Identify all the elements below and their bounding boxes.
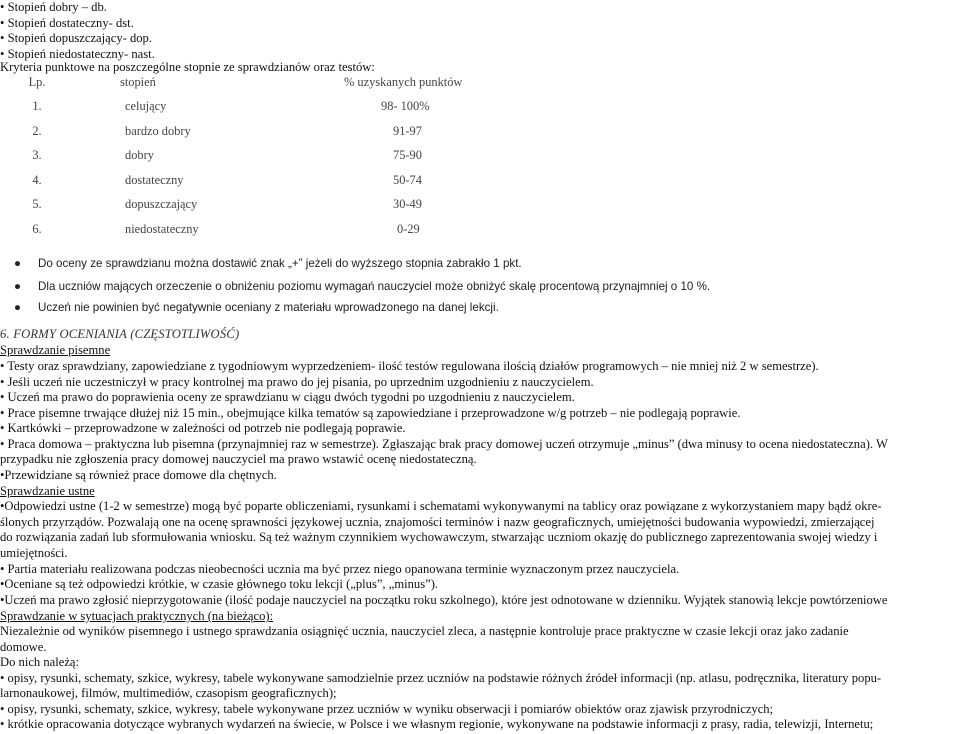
cell-lp: 5. — [32, 197, 42, 211]
cell-grade: dobry — [125, 148, 154, 162]
written-line: • Kartkówki – przeprowadzone w zależności od potrzeb nie podlegają poprawie. — [0, 421, 406, 435]
cell-lp: 6. — [32, 222, 42, 236]
written-heading: Sprawdzanie pisemne — [0, 343, 111, 357]
practical-line: domowe. — [0, 640, 47, 654]
grade-item: • Stopień dobry – db. — [0, 0, 107, 14]
practical-line: Niezależnie od wyników pisemnego i ustnego sprawdzania osiągnięć ucznia, nauczyciel zleca, a następnie kontroluje prace praktyczne w czasie lekcji oraz jako zadanie — [0, 624, 849, 638]
oral-line: •Uczeń ma prawo zgłosić nieprzygotowanie (ilość podaje nauczyciel na początku roku szkolnego), które jest odnotowane w dzienniku. Wyjątek stanowią lekcje powtórzeniowe — [0, 593, 888, 607]
grade-item: • Stopień dopuszczający- dop. — [0, 31, 152, 45]
grade-text: Stopień dostateczny- dst. — [7, 15, 134, 30]
practical-line: larnonaukowej, filmów, multimediów, czasopism geograficznych); — [0, 686, 337, 700]
cell-grade: dostateczny — [125, 173, 184, 187]
cell-lp: 4. — [32, 173, 42, 187]
practical-line: • opisy, rysunki, schematy, szkice, wykresy, tabele wykonywane samodzielnie przez uczniów na podstawie różnych źródeł informacji (np. atlasu, podręcznika, literatury popu- — [0, 671, 882, 685]
cell-percent: 50-74 — [393, 173, 422, 187]
grade-item: • Stopień dostateczny- dst. — [0, 15, 134, 30]
table-row — [0, 197, 960, 221]
note-text: Do oceny ze sprawdzianu można dostawić znak „+” jeżeli do wyższego stopnia zabrakło 1 pkt. — [38, 257, 522, 270]
grade-text: Stopień dopuszczający- dop. — [7, 31, 152, 45]
cell-grade: celujący — [125, 99, 167, 113]
written-line: • Uczeń ma prawo do poprawienia oceny ze sprawdzianu w ciągu dwóch tygodni po uzgodnieniu z nauczycielem. — [0, 390, 575, 404]
cell-grade: dopuszczający — [125, 197, 198, 211]
criteria-heading: Kryteria punktowe na poszczególne stopnie ze sprawdzianów oraz testów: — [0, 60, 375, 74]
table-row — [0, 124, 960, 148]
cell-percent: 0-29 — [397, 222, 420, 236]
note-text: Uczeń nie powinien być negatywnie oceniany z materiału wprowadzonego na danej lekcji. — [38, 301, 499, 314]
practical-line: • opisy, rysunki, schematy, szkice, wykresy, tabele wykonywane przez uczniów w wyniku obserwacji i pomiarów obiektów oraz zjawisk przyrodniczych; — [0, 702, 774, 716]
bullet-icon: ● — [14, 280, 22, 293]
practical-line: Do nich należą: — [0, 655, 80, 669]
grade-text: Stopień dobry – db. — [7, 0, 107, 14]
cell-percent: 75-90 — [393, 148, 422, 162]
written-line: • Jeśli uczeń nie uczestniczył w pracy kontrolnej ma prawo do jej pisania, po uprzednim uzgodnieniu z nauczycielem. — [0, 375, 594, 389]
cell-percent: 30-49 — [393, 197, 422, 211]
table-row — [0, 99, 960, 123]
cell-grade: bardzo dobry — [125, 124, 191, 138]
practical-heading: Sprawdzanie w sytuacjach praktycznych (na bieżąco): — [0, 609, 274, 623]
practical-line: • krótkie opracowania dotyczące wybranych wydarzeń na świecie, w Polsce i we własnym regionie, wykonywane na podstawie informacji z prasy, radia, telewizji, Internetu; — [0, 717, 874, 731]
grade-text: Stopień niedostateczny- nast. — [7, 46, 155, 61]
table-row — [0, 173, 960, 197]
table-row — [0, 222, 960, 246]
header-cell-lp: Lp. — [28, 75, 46, 89]
cell-lp: 2. — [32, 124, 42, 138]
grade-item: • Stopień niedostateczny- nast. — [0, 46, 155, 61]
oral-line: •Oceniane są też odpowiedzi krótkie, w czasie głównego toku lekcji („plus”, „minus”). — [0, 577, 439, 591]
cell-lp: 1. — [32, 99, 42, 113]
written-line: • Prace pisemne trwające dłużej niż 15 min., obejmujące kilka tematów są zapowiedziane i przeprowadzone w/g potrzeb – nie podlegają poprawie. — [0, 406, 741, 420]
oral-line: •Odpowiedzi ustne (1-2 w semestrze) mogą być poparte obliczeniami, rysunkami i schematami wykonywanymi na tablicy oraz powiązane z wykorzystaniem mapy bądź okre- — [0, 499, 882, 513]
cell-percent: 98- 100% — [381, 99, 430, 113]
table-header-row — [0, 75, 960, 99]
section-title: 6. FORMY OCENIANIA (CZĘSTOTLIWOŚĆ) — [0, 327, 240, 341]
note-text: Dla uczniów mających orzeczenie o obniżeniu poziomu wymagań nauczyciel może obniżyć skalę procentową przynajmniej o 10 %. — [38, 280, 711, 293]
header-cell-grade: stopień — [120, 75, 156, 89]
table-row — [0, 148, 960, 172]
header-cell-percent: % uzyskanych punktów — [344, 75, 463, 89]
oral-heading: Sprawdzanie ustne — [0, 484, 95, 498]
written-line: •Przewidziane są również prace domowe dla chętnych. — [0, 468, 277, 482]
cell-grade: niedostateczny — [125, 222, 199, 236]
written-line: • Testy oraz sprawdziany, zapowiedziane z tygodniowym wyprzedzeniem- ilość testów regulowana ilością działów programowych – nie mniej niż 2 w semestrze). — [0, 359, 819, 373]
written-line: przypadku nie zgłoszenia pracy domowej nauczyciel ma prawo wstawić ocenę niedostateczną. — [0, 452, 477, 466]
oral-line: do rozwiązania zadań lub sformułowania wniosku. Są też ważnym czynnikiem wychowawczym, stwarzając uczniom okazję do publicznego zaprezentowania swojej wiedzy i — [0, 530, 878, 544]
cell-lp: 3. — [32, 148, 42, 162]
oral-line: ślonych przyrządów. Pozwalają one na ocenę sprawności językowej ucznia, znajomości terminów i nazw geograficznych, umiejętności budowania wypowiedzi, zmierzającej — [0, 515, 875, 529]
oral-line: umiejętności. — [0, 546, 68, 560]
oral-line: • Partia materiału realizowana podczas nieobecności ucznia ma być przez niego opanowana terminie wyznaczonym przez nauczyciela. — [0, 562, 680, 576]
bullet-icon: ● — [14, 257, 22, 270]
written-line: • Praca domowa – praktyczna lub pisemna (przynajmniej raz w semestrze). Zgłaszając brak pracy domowej uczeń otrzymuje „minus” (dwa minusy to ocena niedostateczna). W — [0, 437, 888, 451]
bullet-icon: ● — [14, 301, 22, 314]
cell-percent: 91-97 — [393, 124, 422, 138]
